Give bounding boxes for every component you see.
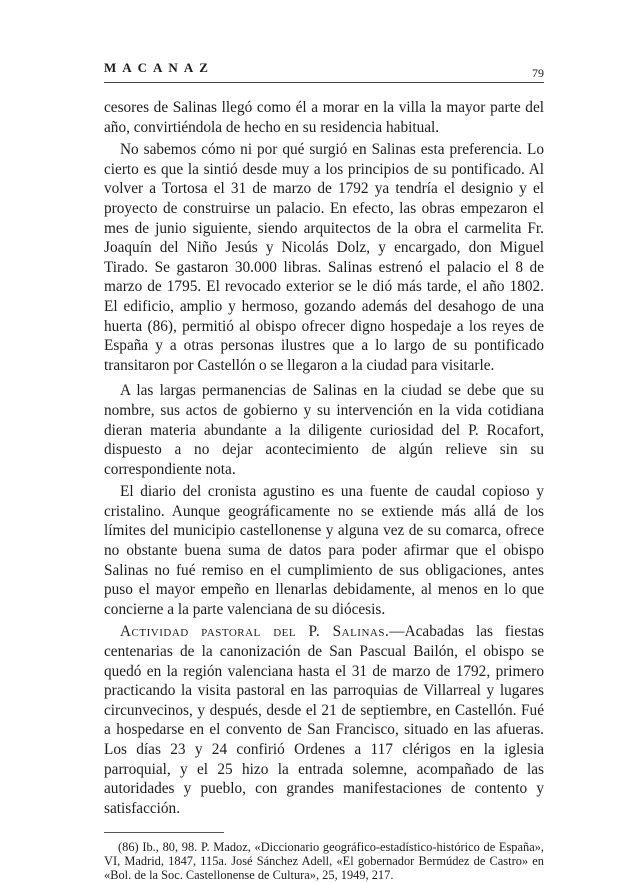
body-text bbox=[104, 98, 544, 818]
running-header bbox=[104, 60, 544, 82]
section-heading: Actividad pastoral del P. Salinas. bbox=[120, 623, 390, 641]
paragraph-palace: No sabemos cómo ni por qué surgió en Salinas esta preferencia. Lo cierto es que la sintió desde muy a los principios de su pontificado. Al volver a Tortosa el 31 de marzo de 1792 ya tendría el designio y el proyecto de construirse un palacio. En efecto, las obras empezaron el mes de junio siguiente, siendo arquitectos de la obra el carmelita Fr. Joaquín del Niño Jesús y Nicolás Dolz, y encargado, don Miguel Tirado. Se gastaron 30.000 libras. Salinas estrenó el palacio el 8 de marzo de 1795. El revocado exterior se le dió más tarde, el año 1802. El edificio, amplio y hermoso, gozando además del desahogo de una huerta (86), permitió al obispo ofrecer digno hospedaje a los reyes de España y a otras personas ilustres que a lo largo de su pontificado transitaron por Castellón o se llegaron a la ciudad para visitarle. bbox=[104, 141, 544, 374]
running-title: MACANAZ bbox=[104, 60, 214, 75]
book-page bbox=[104, 60, 544, 883]
paragraph-diary: El diario del cronista agustino es una fuente de caudal copioso y cristalino. Aunque geográficamente no se extiende más allá de los límites del municipio castellonense y alguna vez de su comarca, ofrece no obstante buena suma de datos para poder afirmar que el obispo Salinas no fué remiso en el cumplimiento de sus obligaciones, antes puso el mayor empeño en llenarlas debidamente, al menos en lo que concierne a la parte valenciana de su diócesis. bbox=[104, 483, 544, 618]
paragraph-continued: cesores de Salinas llegó como él a morar en la villa la mayor parte del año, convirtiéndola de hecho en su residencia habitual. bbox=[104, 99, 544, 136]
section-paragraph bbox=[104, 622, 544, 818]
paragraph-rocafort: A las largas permanencias de Salinas en la ciudad se debe que su nombre, sus actos de gobierno y su intervención en la vida cotidiana dieran materia abundante a la diligente curiosidad del P. Rocafort, dispuesto a no dejar acontecimiento de algún relieve sin su correspondiente nota. bbox=[104, 382, 544, 478]
footnote-rule bbox=[104, 832, 224, 833]
page-number: 79 bbox=[532, 66, 544, 80]
header-rule bbox=[104, 82, 544, 83]
section-text: —Acabadas las fiestas centenarias de la canonización de San Pascual Bailón, el obispo se quedó en la región valenciana hasta el 31 de marzo de 1792, primero practicando la visita pastoral en las parroquias de Villarreal y lugares circunvecinos, y después, desde el 21 de septiembre, en Castellón. Fué a hospedarse en el convento de San Francisco, situado en las afueras. Los días 23 y 24 confirió Ordenes a 117 clérigos en la iglesia parroquial, y el 25 hizo la entrada solemne, acompañado de las autoridades y pueblo, con grandes manifestaciones de contento y satisfacción. bbox=[104, 623, 544, 817]
footnote: (86) Ib., 80, 98. P. Madoz, «Diccionario geográfico-estadístico-histórico de España», VI, Madrid, 1847, 115a. José Sánchez Adell, «El gobernador Bermúdez de Castro» en «Bol. de la Soc. Castellonense de Cultura», 25, 1949, 217. bbox=[104, 840, 544, 882]
